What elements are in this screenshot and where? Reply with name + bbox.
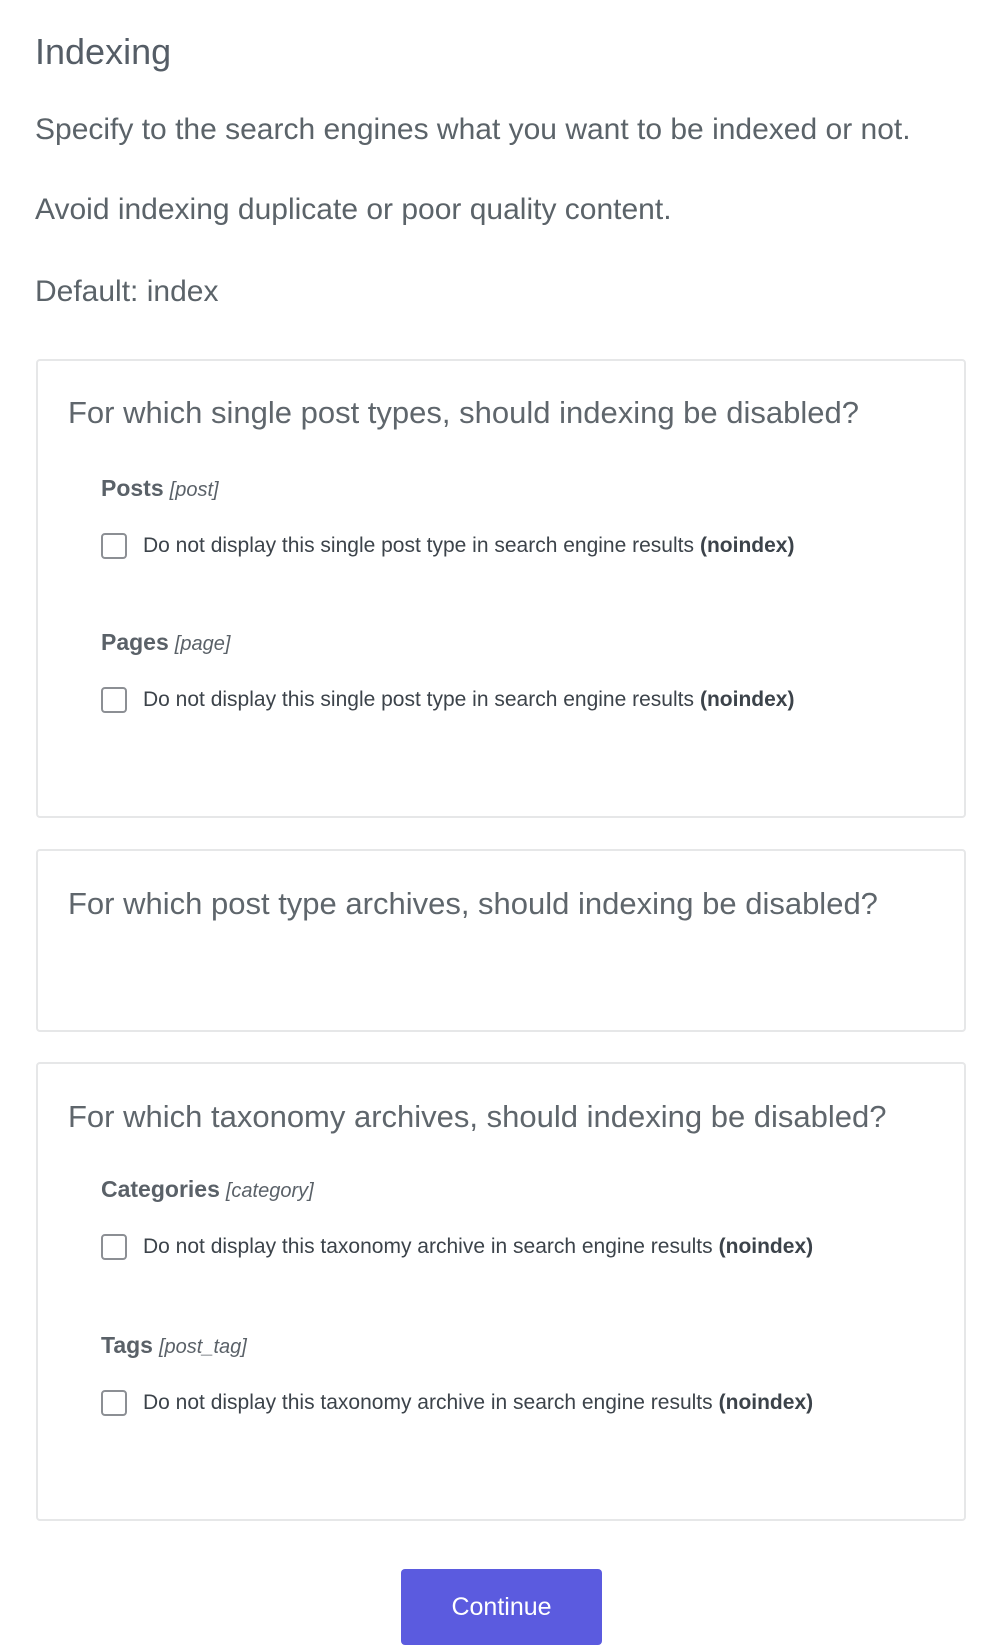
noindex-option-posts[interactable] xyxy=(101,531,794,561)
noindex-option-text: Do not display this single post type in search engine results xyxy=(143,688,694,711)
taxonomy-archives-card xyxy=(36,1062,966,1521)
single-post-types-question: For which single post types, should indexing be disabled? xyxy=(68,395,859,430)
continue-button[interactable]: Continue xyxy=(401,1569,602,1645)
noindex-option-text: Do not display this taxonomy archive in search engine results xyxy=(143,1235,713,1258)
taxonomy-name: Categories xyxy=(101,1176,220,1202)
noindex-strong-label: (noindex) xyxy=(718,1235,814,1258)
noindex-option-text: Do not display this single post type in search engine results xyxy=(143,534,694,557)
noindex-option-tags[interactable] xyxy=(101,1388,813,1418)
noindex-checkbox-tags[interactable] xyxy=(101,1390,127,1416)
noindex-strong-label: (noindex) xyxy=(699,688,795,711)
post-type-label-posts xyxy=(101,473,219,505)
page-title: Indexing xyxy=(35,31,172,72)
taxonomy-archives-question: For which taxonomy archives, should indexing be disabled? xyxy=(68,1099,887,1134)
intro-paragraph-specify: Specify to the search engines what you want to be indexed or not. xyxy=(35,113,911,146)
noindex-checkbox-posts[interactable] xyxy=(101,533,127,559)
noindex-option-text: Do not display this taxonomy archive in search engine results xyxy=(143,1391,713,1414)
post-type-label-pages xyxy=(101,627,230,659)
post-type-slug: [post] xyxy=(169,479,219,501)
post-type-archives-card xyxy=(36,849,966,1032)
noindex-option-categories[interactable] xyxy=(101,1232,813,1262)
post-type-slug: [page] xyxy=(174,633,231,655)
taxonomy-name: Tags xyxy=(101,1332,153,1358)
taxonomy-slug: [category] xyxy=(225,1180,314,1202)
default-value-text: Default: index xyxy=(35,275,219,308)
single-post-types-card xyxy=(36,359,966,818)
noindex-checkbox-categories[interactable] xyxy=(101,1234,127,1260)
intro-paragraph-avoid: Avoid indexing duplicate or poor quality content. xyxy=(35,193,672,226)
taxonomy-label-tags xyxy=(101,1330,247,1362)
noindex-strong-label: (noindex) xyxy=(718,1391,814,1414)
taxonomy-slug: [post_tag] xyxy=(158,1336,247,1358)
post-type-name: Pages xyxy=(101,629,169,655)
noindex-checkbox-pages[interactable] xyxy=(101,687,127,713)
noindex-strong-label: (noindex) xyxy=(699,534,795,557)
post-type-archives-question: For which post type archives, should indexing be disabled? xyxy=(68,886,878,921)
post-type-name: Posts xyxy=(101,475,164,501)
taxonomy-label-categories xyxy=(101,1174,314,1206)
noindex-option-pages[interactable] xyxy=(101,685,794,715)
